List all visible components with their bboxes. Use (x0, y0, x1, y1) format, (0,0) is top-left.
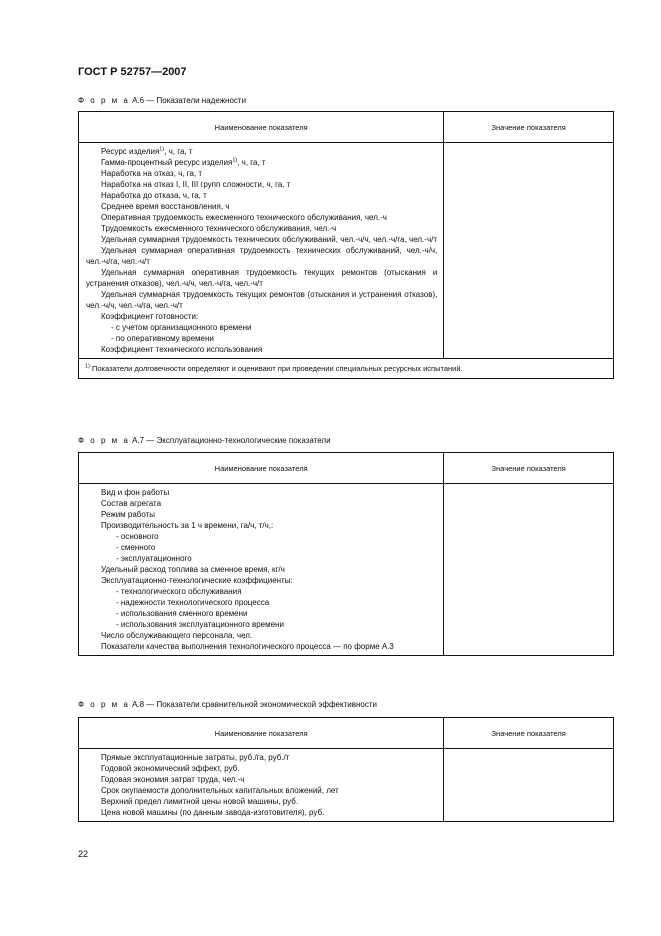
list-item: Наработка до отказа, ч, га, т (101, 191, 207, 200)
form-a6-caption-prefix: Ф о р м а (78, 96, 130, 105)
list-item: Коэффициент технического использования (101, 345, 263, 354)
column-header-name: Наименование показателя (79, 453, 444, 484)
list-item: Наработка на отказ, ч, га, т (101, 169, 203, 178)
indicator-values-cell (444, 143, 614, 359)
list-item: Эксплуатационно-технологические коэффициенты: (101, 576, 293, 585)
list-item: - надежности технологического процесса (116, 598, 270, 607)
indicator-names-cell (79, 143, 444, 359)
footnote-row (79, 359, 614, 379)
form-a7-caption-title: А.7 — Эксплуатационно-технологические показатели (132, 436, 331, 445)
list-item: Вид и фон работы (101, 488, 170, 497)
list-item: - сменного (116, 543, 156, 552)
list-item: Удельная суммарная оперативная трудоемкость текущих ремонтов (отыскания и устранения отказов), чел.-ч/ч, чел.-ч/га, чел.-ч/т (86, 268, 438, 288)
list-item: - с учетом организационного времени (111, 323, 252, 332)
footnote-cell (79, 359, 614, 379)
table-body-row (79, 143, 614, 359)
form-a6-caption (78, 96, 246, 105)
table-header-row (79, 112, 614, 143)
list-item: - использования сменного времени (116, 609, 248, 618)
column-header-value: Значение показателя (444, 718, 614, 749)
column-header-value: Значение показателя (444, 112, 614, 143)
list-item (86, 157, 437, 168)
form-a7-caption (78, 436, 331, 445)
list-item: Режим работы (101, 510, 156, 519)
document-title: ГОСТ Р 52757—2007 (78, 66, 187, 78)
list-item: Верхний предел лимитной цены новой машины, руб. (101, 797, 299, 806)
list-item: Состав агрегата (101, 499, 162, 508)
table-body-row (79, 749, 614, 822)
form-a8-table (78, 717, 614, 822)
list-item: - основного (116, 532, 159, 541)
indicator-values-cell (444, 749, 614, 822)
list-item: Показатели качества выполнения технологического процесса — по форме А.3 (101, 642, 394, 651)
indicator-values-cell (444, 484, 614, 656)
row-text: Ресурс изделия (101, 147, 160, 156)
list-item (86, 146, 437, 157)
footnote-mark: 1) (85, 363, 90, 370)
column-header-name: Наименование показателя (79, 718, 444, 749)
footnote-text: Показатели долговечности определяют и оценивают при проведении специальных ресурсных испытаний. (91, 364, 463, 373)
list-item: Удельная суммарная оперативная трудоемкость технических обслуживаний, чел.-ч/ч, чел.-ч/га, чел.-ч/т (86, 246, 438, 266)
table-body-row (79, 484, 614, 656)
list-item: - по оперативному времени (111, 334, 214, 343)
form-a6-caption-title: А.6 — Показатели надежности (132, 96, 247, 105)
list-item: Коэффициент готовности: (101, 312, 199, 321)
list-item: Производительность за 1 ч времени, га/ч, т/ч,: (101, 521, 274, 530)
list-item: Число обслуживающего персонала, чел. (101, 631, 253, 640)
form-a7-table (78, 452, 614, 656)
list-item: - технологического обслуживания (116, 587, 242, 596)
footnote-ref: 1) (232, 157, 238, 164)
list-item: Годовая экономия затрат труда, чел.-ч (101, 775, 245, 784)
indicator-names-cell (79, 749, 444, 822)
column-header-value: Значение показателя (444, 453, 614, 484)
form-a7-caption-prefix: Ф о р м а (78, 436, 130, 445)
table-header-row (79, 453, 614, 484)
form-a8-caption-title: А.8 — Показатели сравнительной экономической эффективности (132, 700, 377, 709)
indicator-names-cell (79, 484, 444, 656)
form-a8-caption (78, 700, 377, 709)
list-item: Среднее время восстановления, ч (101, 202, 230, 211)
list-item: Удельный расход топлива за сменное время, кг/ч (101, 565, 285, 574)
row-text: Гамма-процентный ресурс изделия (101, 158, 233, 167)
list-item: Прямые эксплуатационные затраты, руб./га, руб./т (101, 753, 290, 762)
list-item: Цена новой машины (по данным завода-изготовителя), руб. (101, 808, 325, 817)
row-text-after: , ч, га, т (237, 158, 266, 167)
list-item: - эксплуатационного (116, 554, 192, 563)
row-text-after: , ч, га, т (164, 147, 193, 156)
column-header-name: Наименование показателя (79, 112, 444, 143)
form-a8-caption-prefix: Ф о р м а (78, 700, 130, 709)
table-header-row (79, 718, 614, 749)
footnote-ref: 1) (159, 146, 165, 153)
page-number: 22 (78, 849, 89, 859)
list-item: Удельная суммарная трудоемкость технических обслуживаний, чел.-ч/ч, чел.-ч/га, чел.-ч/т (101, 235, 437, 244)
list-item: Срок окупаемости дополнительных капитальных вложений, лет (101, 786, 339, 795)
list-item: - использования эксплуатационного времени (116, 620, 284, 629)
list-item: Оперативная трудоемкость ежесменного технического обслуживания, чел.-ч (101, 213, 387, 222)
form-a6-table (78, 111, 614, 379)
list-item: Трудоемкость ежесменного технического обслуживания, чел.-ч (101, 224, 337, 233)
list-item: Удельная суммарная трудоемкость текущих ремонтов (отыскания и устранения отказов), чел.-ч/ч, чел.-ч/га, чел.-ч/т (86, 290, 438, 310)
list-item: Годовой экономический эффект, руб. (101, 764, 240, 773)
list-item: Наработка на отказ I, II, III групп сложности, ч, га, т (101, 180, 291, 189)
